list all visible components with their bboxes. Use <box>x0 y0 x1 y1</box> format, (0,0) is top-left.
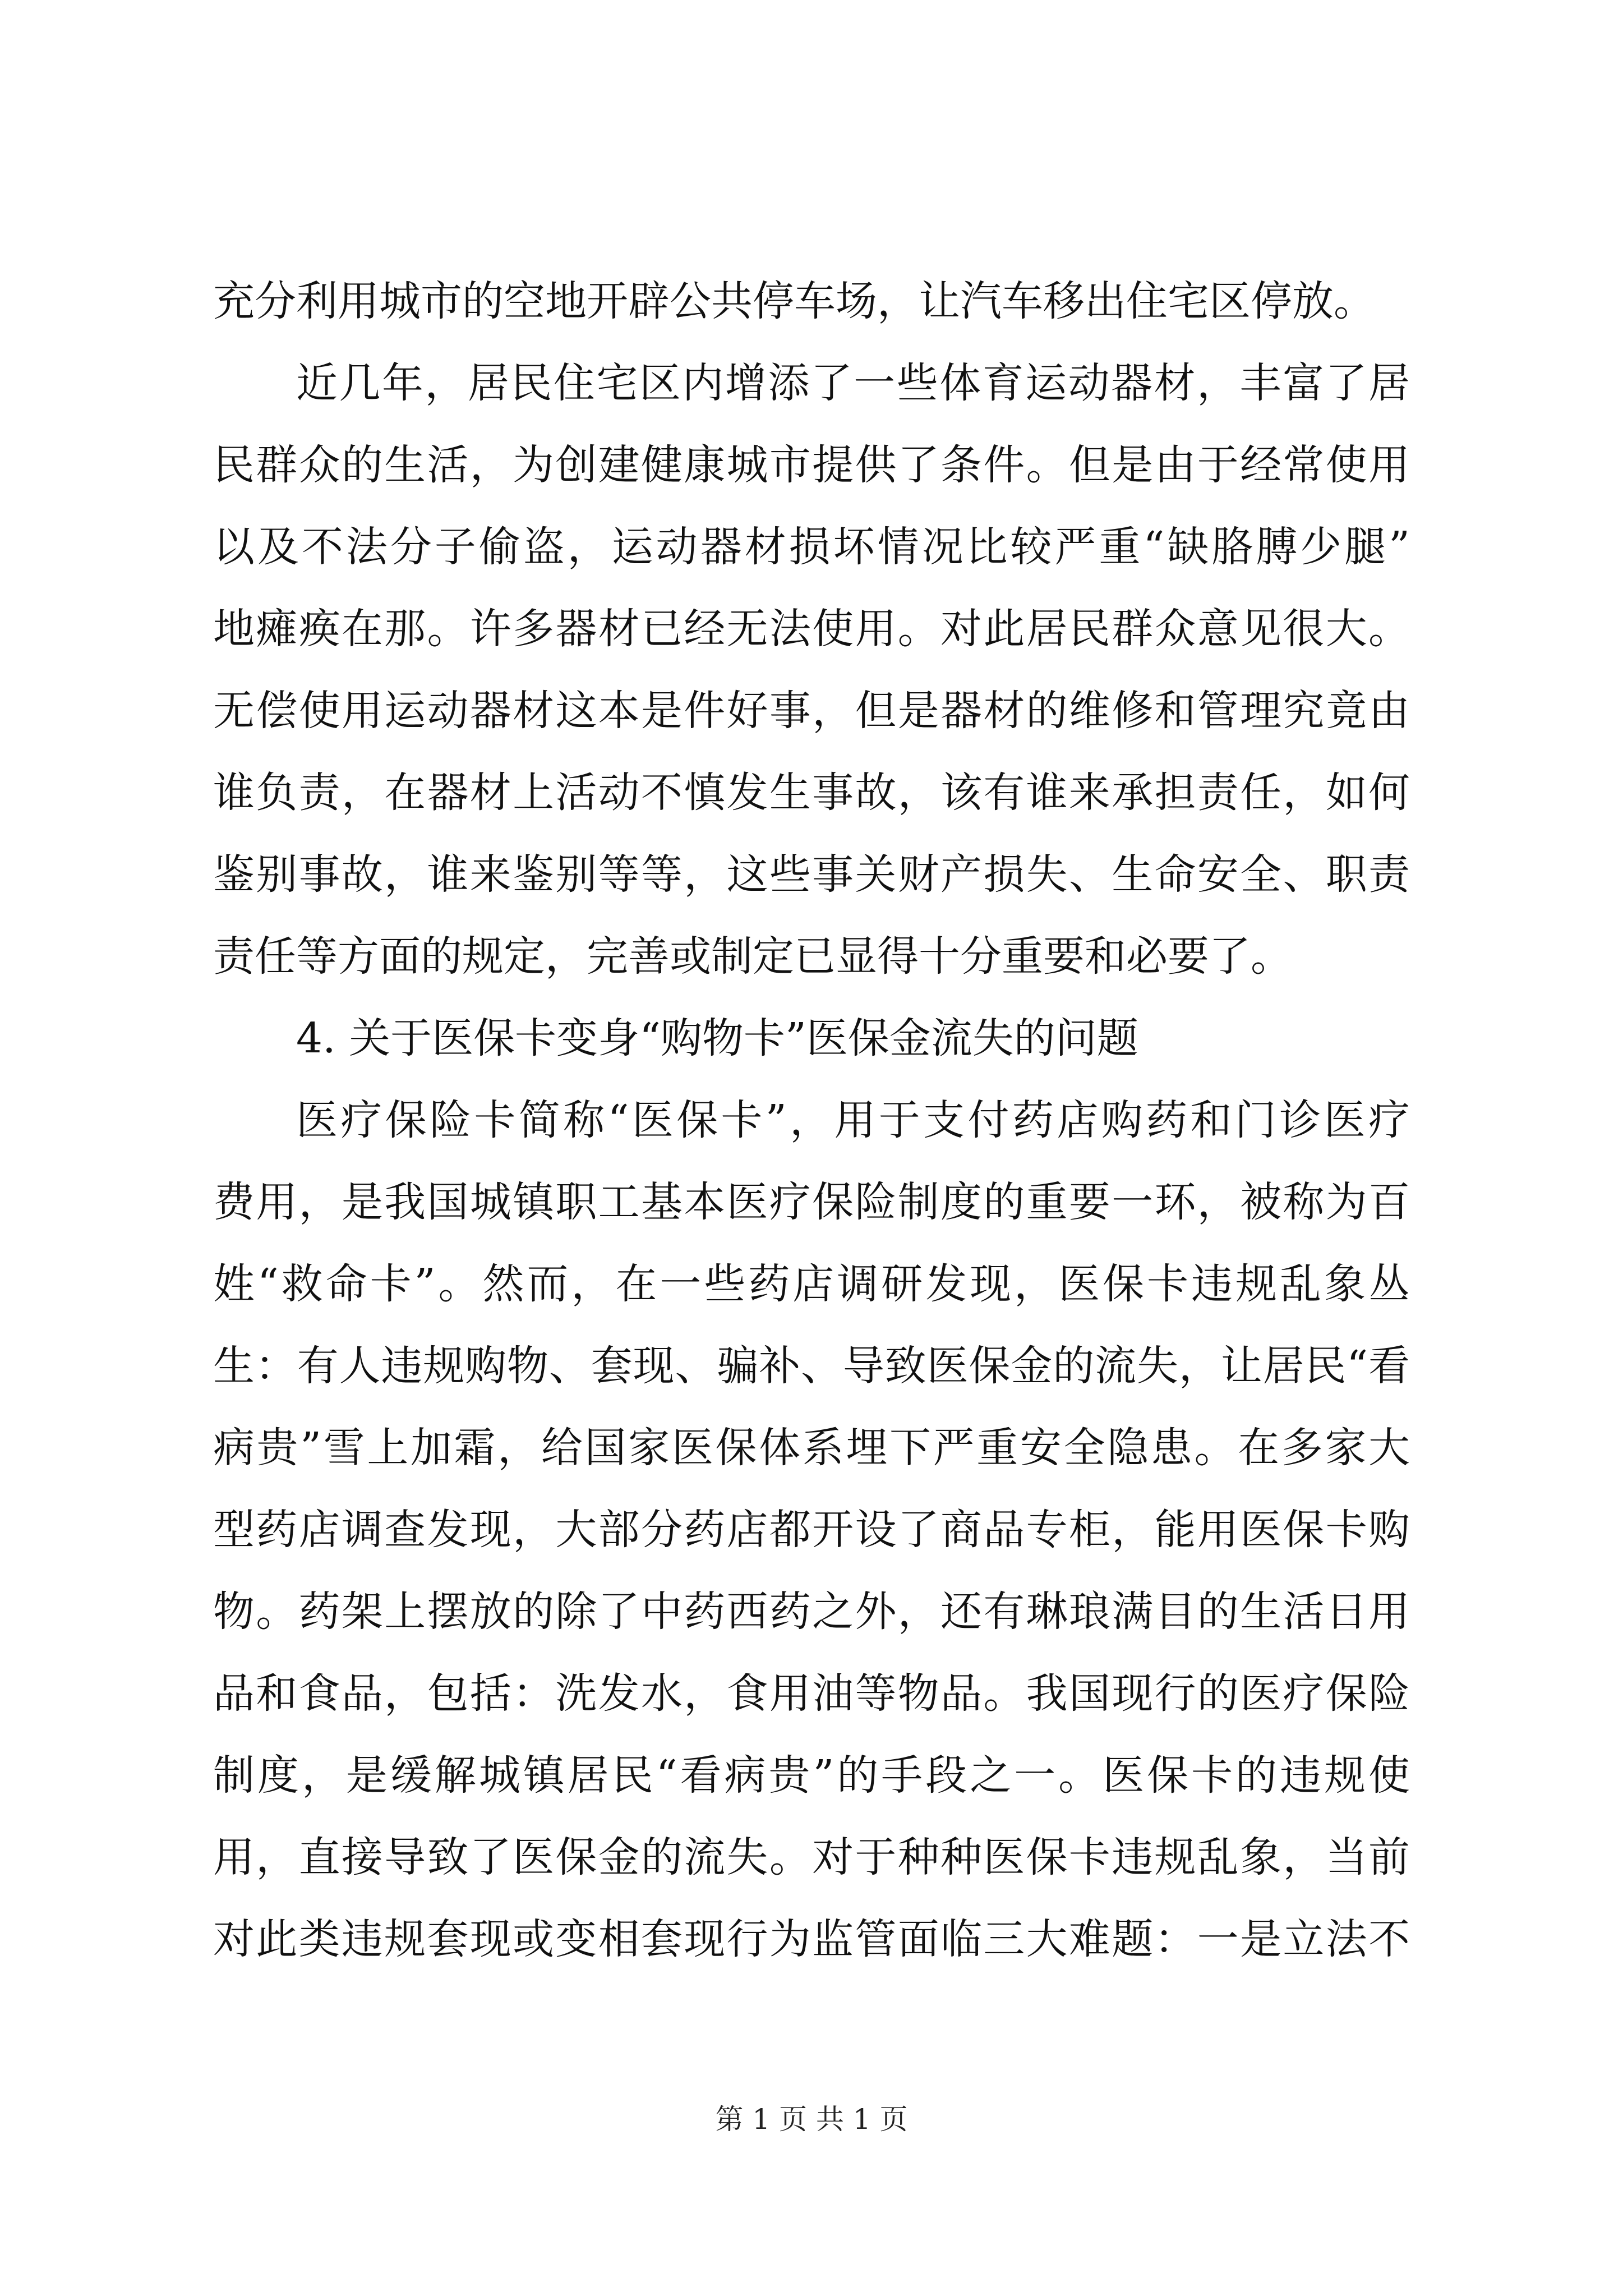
text-line: 生：有人违规购物、套现、骗补、导致医保金的流失，让居民“看 <box>213 1342 1410 1390</box>
text-line: 民群众的生活，为创建健康城市提供了条件。但是由于经常使用 <box>213 441 1410 489</box>
text-line: 姓“救命卡”。然而，在一些药店调研发现，医保卡违规乱象丛 <box>213 1260 1410 1308</box>
text-line: 费用，是我国城镇职工基本医疗保险制度的重要一环，被称为百 <box>213 1178 1410 1226</box>
page-number-footer: 第 1 页 共 1 页 <box>715 2103 908 2136</box>
text-line: 鉴别事故，谁来鉴别等等，这些事关财产损失、生命安全、职责 <box>213 850 1410 899</box>
text-line: 谁负责，在器材上活动不慎发生事故，该有谁来承担责任，如何 <box>213 769 1410 817</box>
text-line: 物。药架上摆放的除了中药西药之外，还有琳琅满目的生活日用 <box>213 1588 1410 1636</box>
text-line: 病贵”雪上加霜，给国家医保体系埋下严重安全隐患。在多家大 <box>213 1424 1410 1472</box>
paragraph-first-line: 医疗保险卡简称“医保卡”，用于支付药店购药和门诊医疗 <box>296 1096 1410 1144</box>
text-line: 地瘫痪在那。许多器材已经无法使用。对此居民群众意见很大。 <box>213 605 1410 653</box>
section-heading: 4. 关于医保卡变身“购物卡”医保金流失的问题 <box>296 1014 1138 1062</box>
text-line: 型药店调查发现，大部分药店都开设了商品专柜，能用医保卡购 <box>213 1506 1410 1554</box>
paragraph-first-line: 近几年，居民住宅区内增添了一些体育运动器材，丰富了居 <box>296 359 1410 407</box>
text-line: 无偿使用运动器材这本是件好事，但是器材的维修和管理究竟由 <box>213 687 1410 735</box>
text-line: 用，直接导致了医保金的流失。对于种种医保卡违规乱象，当前 <box>213 1833 1410 1881</box>
text-line: 充分利用城市的空地开辟公共停车场，让汽车移出住宅区停放。 <box>213 277 1375 325</box>
text-line: 制度，是缓解城镇居民“看病贵”的手段之一。医保卡的违规使 <box>213 1751 1410 1800</box>
text-line: 责任等方面的规定，完善或制定已显得十分重要和必要了。 <box>213 932 1292 981</box>
text-line: 品和食品，包括：洗发水，食用油等物品。我国现行的医疗保险 <box>213 1669 1410 1718</box>
text-line: 以及不法分子偷盗，运动器材损坏情况比较严重“缺胳膊少腿” <box>213 523 1410 571</box>
text-line: 对此类违规套现或变相套现行为监管面临三大难题：一是立法不 <box>213 1915 1410 1963</box>
